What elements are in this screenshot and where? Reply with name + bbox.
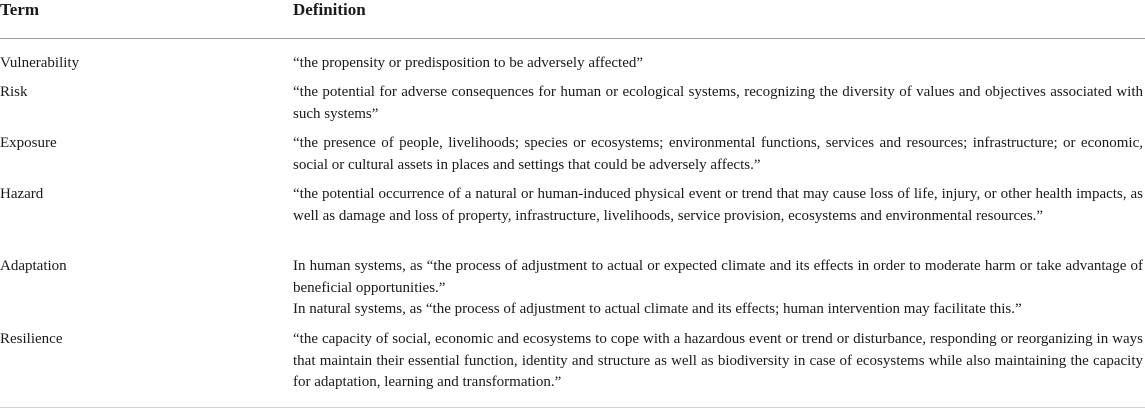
header-definition: Definition <box>293 0 366 19</box>
definition-cell <box>293 184 1143 227</box>
definition-cell <box>293 133 1143 176</box>
definition-cell <box>293 256 1143 321</box>
table-header <box>0 0 1145 38</box>
term-cell: Adaptation <box>0 258 67 274</box>
definition-text: “the propensity or predisposition to be adversely affected” <box>293 55 644 71</box>
definition-cell <box>293 53 1143 75</box>
definition-text: “the potential occurrence of a natural or human-induced physical event or trend that may cause loss of life, injury, or other health impacts, as well as damage and loss of property, infrastructure, livelihoods, service provision, ecosystems and environmental resources.” <box>293 186 1143 224</box>
term-cell: Resilience <box>0 331 63 347</box>
definition-text: “the presence of people, livelihoods; species or ecosystems; environmental functions, services and resources; infrastructure; or economic, social or cultural assets in places and settings that could be adversely affects.” <box>293 135 1143 173</box>
definition-text: In natural systems, as “the process of adjustment to actual climate and its effects; human intervention may facilitate this.” <box>293 301 1022 317</box>
definition-text: In human systems, as “the process of adjustment to actual or expected climate and its effects in order to moderate harm or take advantage of beneficial opportunities.” <box>293 258 1143 296</box>
definition-text: “the capacity of social, economic and ecosystems to cope with a hazardous event or trend or disturbance, responding or reorganizing in ways that maintain their essential function, identity and structure as well as biodiversity in case of ecosystems while also maintaining the capacity for adaptation, learning and transformation.” <box>293 331 1143 390</box>
footer-rule <box>0 407 1145 408</box>
header-rule <box>0 38 1145 39</box>
header-term: Term <box>0 0 40 19</box>
term-cell: Risk <box>0 84 28 100</box>
term-cell: Vulnerability <box>0 55 80 71</box>
term-cell: Hazard <box>0 186 44 202</box>
definition-cell <box>293 82 1143 125</box>
definition-text: “the potential for adverse consequences for human or ecological systems, recognizing the diversity of values and objectives associated with such systems” <box>293 84 1143 122</box>
term-cell: Exposure <box>0 135 57 151</box>
definition-cell <box>293 329 1143 394</box>
